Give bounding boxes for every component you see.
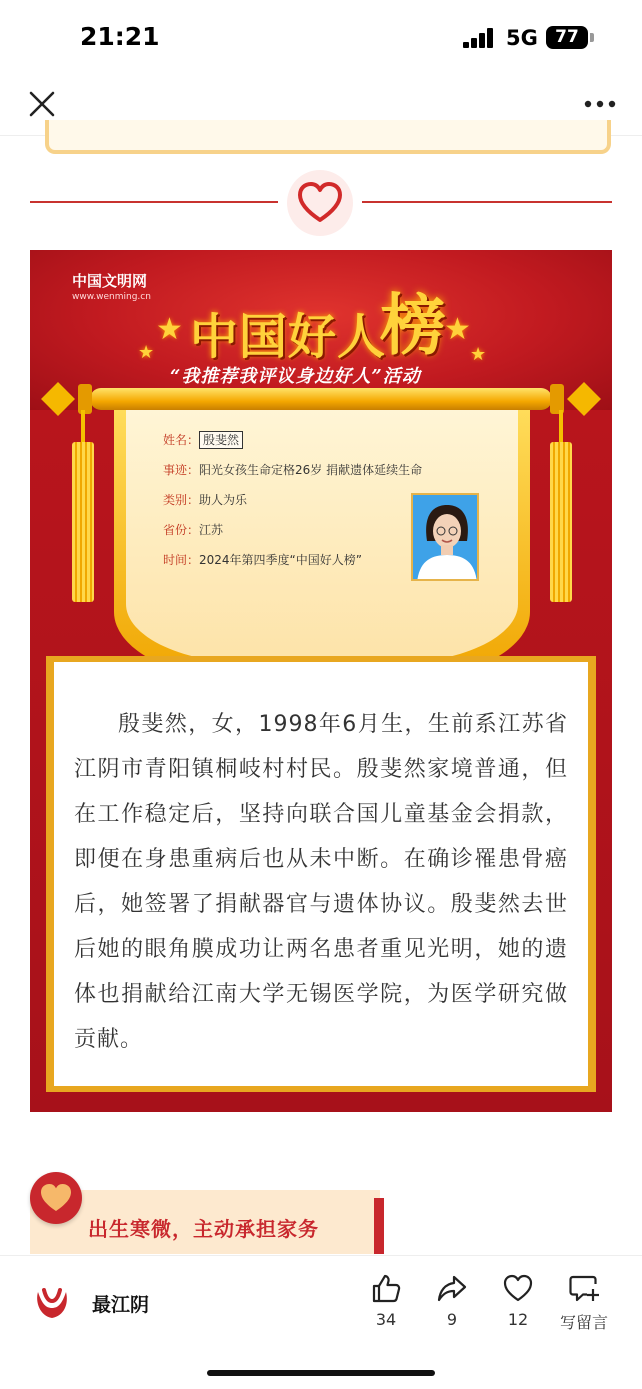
info-deed: 阳光女孩生命定格26岁 捐献遗体延续生命 — [199, 463, 423, 477]
info-category: 助人为乐 — [199, 493, 248, 507]
battery-icon: 77 — [546, 26, 588, 49]
account-logo[interactable] — [32, 1282, 72, 1322]
good-people-banner — [30, 250, 612, 1112]
home-indicator[interactable] — [207, 1370, 435, 1376]
divider-right — [362, 201, 612, 203]
close-icon — [26, 88, 58, 120]
favorite-count: 12 — [507, 1310, 529, 1329]
body-paragraph: 殷斐然，女，1998年6月生，生前系江苏省江阴市青阳镇桐岐村村民。殷斐然家境普通，但在工作稳定后，坚持向联合国儿童基金会捐款，即便在身患重病后也从未中断。在确诊罹患骨癌后，她签署了捐献器官与遗体协议。殷斐然去世后她的眼角膜成功让两名患者重见光明，她的遗体也捐献给江南大学无锡医学院，为医学研究做贡献。 — [74, 712, 568, 1052]
info-time-row: 时间：2024年第四季度“中国好人榜” — [163, 553, 362, 567]
info-province-row: 省份：江苏 — [163, 523, 224, 537]
section-title: 出生寒微，主动承担家务 — [88, 1217, 319, 1241]
comment-button[interactable] — [554, 1272, 614, 1333]
info-name: 殷斐然 — [199, 431, 243, 449]
star-icon: ★ — [138, 342, 155, 363]
status-bar — [0, 0, 642, 72]
banner-title-big: 榜 — [380, 287, 446, 364]
info-category-row: 类别：助人为乐 — [163, 493, 248, 507]
divider-heart-badge — [287, 170, 353, 236]
star-icon: ★ — [470, 344, 487, 365]
scroll-rod — [90, 388, 552, 410]
divider-left — [30, 201, 278, 203]
info-province: 江苏 — [199, 523, 224, 537]
heart-outline-icon — [287, 170, 353, 236]
heart-outline-icon — [502, 1272, 534, 1304]
star-icon: ★ — [156, 312, 183, 347]
battery-tip — [590, 33, 594, 42]
banner-slogan: “我推荐我评议身边好人”活动 — [170, 366, 421, 387]
like-button[interactable] — [356, 1272, 416, 1329]
wenming-url: www.wenming.cn — [72, 292, 151, 302]
close-button[interactable] — [26, 88, 58, 120]
info-deed-row: 事迹：阳光女孩生命定格26岁 捐献遗体延续生命 — [163, 463, 423, 477]
info-name-row: 姓名： 殷斐然 — [163, 431, 243, 449]
banner-title: 中国好人 — [190, 309, 387, 365]
status-time: 21:21 — [80, 22, 160, 51]
share-arrow-icon — [436, 1272, 468, 1304]
thumbs-up-icon — [370, 1272, 402, 1304]
portrait-photo — [411, 493, 479, 581]
section-heading-bar — [374, 1198, 384, 1254]
tassel-left — [72, 442, 94, 602]
info-time: 2024年第四季度“中国好人榜” — [199, 553, 362, 567]
comment-add-icon — [568, 1272, 600, 1304]
share-button[interactable] — [422, 1272, 482, 1329]
account-logo-icon — [32, 1282, 72, 1322]
heart-icon — [30, 1172, 82, 1224]
signal-icon — [463, 28, 495, 48]
like-count: 34 — [375, 1310, 397, 1329]
section-heart-badge — [30, 1172, 82, 1224]
account-name[interactable]: 最江阴 — [92, 1294, 150, 1316]
bottom-bar — [0, 1255, 642, 1389]
share-count: 9 — [446, 1310, 458, 1329]
body-text — [74, 702, 568, 1062]
comment-label: 写留言 — [559, 1313, 608, 1332]
wenming-logo: 中国文明网 — [72, 272, 148, 290]
tassel-right — [550, 442, 572, 602]
favorite-button[interactable] — [488, 1272, 548, 1329]
more-button[interactable] — [582, 90, 618, 118]
previous-content-frame — [45, 120, 611, 154]
network-type: 5G — [506, 26, 538, 50]
star-icon: ★ — [444, 312, 471, 347]
more-dots-icon — [582, 90, 618, 118]
